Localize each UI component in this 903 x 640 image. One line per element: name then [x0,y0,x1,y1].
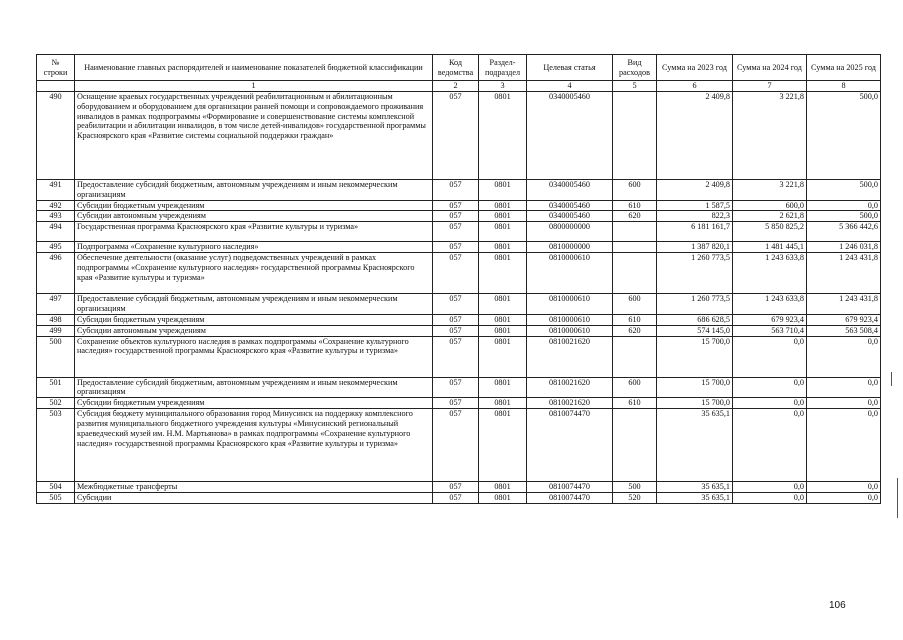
header-sum-2024: Сумма на 2024 год [733,55,807,81]
expense-type [613,253,657,294]
department-code: 057 [433,211,479,222]
section-code: 0801 [479,179,527,200]
target-article: 0810074470 [527,409,613,482]
row-number: 495 [37,242,75,253]
sum-2025: 500,0 [807,211,881,222]
row-name: Предоставление субсидий бюджетным, автономным учреждениям и иным некоммерческим организациям [75,377,433,398]
sum-2025: 0,0 [807,492,881,503]
column-index: 5 [613,81,657,92]
table-row [37,294,881,315]
target-article: 0810021620 [527,377,613,398]
row-name: Субсидии [75,492,433,503]
table-row [37,314,881,325]
header-row-number: № строки [37,55,75,81]
scan-artifact [891,372,892,386]
table-row [37,482,881,493]
row-name: Субсидии автономным учреждениям [75,211,433,222]
expense-type: 600 [613,179,657,200]
column-index: 4 [527,81,613,92]
target-article: 0810000610 [527,253,613,294]
section-code: 0801 [479,377,527,398]
sum-2023: 1 387 820,1 [657,242,733,253]
target-article: 0810021620 [527,336,613,377]
section-code: 0801 [479,398,527,409]
header-section: Раздел-подраздел [479,55,527,81]
section-code: 0801 [479,222,527,242]
section-code: 0801 [479,492,527,503]
row-name: Предоставление субсидий бюджетным, автономным учреждениям и иным некоммерческим организациям [75,294,433,315]
row-name: Субсидии бюджетным учреждениям [75,314,433,325]
table-row [37,179,881,200]
header-target-article: Целевая статья [527,55,613,81]
table-row [37,409,881,482]
row-number: 491 [37,179,75,200]
column-index: 1 [75,81,433,92]
sum-2025: 1 246 031,8 [807,242,881,253]
target-article: 0810000610 [527,314,613,325]
target-article: 0810000000 [527,242,613,253]
expense-type [613,242,657,253]
header-name: Наименование главных распорядителей и наименование показателей бюджетной классификации [75,55,433,81]
column-index [37,81,75,92]
section-code: 0801 [479,253,527,294]
row-number: 501 [37,377,75,398]
department-code: 057 [433,314,479,325]
target-article: 0810074470 [527,482,613,493]
sum-2024: 2 621,8 [733,211,807,222]
section-code: 0801 [479,314,527,325]
sum-2025: 0,0 [807,398,881,409]
table-header [37,55,881,92]
expense-type: 620 [613,325,657,336]
section-code: 0801 [479,91,527,179]
sum-2024: 3 221,8 [733,91,807,179]
row-number: 496 [37,253,75,294]
expense-type: 600 [613,377,657,398]
column-index: 3 [479,81,527,92]
row-number: 494 [37,222,75,242]
target-article: 0340005460 [527,179,613,200]
sum-2023: 2 409,8 [657,91,733,179]
row-number: 504 [37,482,75,493]
column-index: 6 [657,81,733,92]
row-name: Субсидии бюджетным учреждениям [75,200,433,211]
sum-2023: 6 181 161,7 [657,222,733,242]
row-number: 499 [37,325,75,336]
section-code: 0801 [479,211,527,222]
row-number: 497 [37,294,75,315]
department-code: 057 [433,242,479,253]
expense-type: 610 [613,314,657,325]
department-code: 057 [433,409,479,482]
page-number: 106 [829,600,846,611]
header-department-code: Код ведомства [433,55,479,81]
target-article: 0810074470 [527,492,613,503]
expense-type [613,222,657,242]
table-body [37,91,881,503]
row-number: 498 [37,314,75,325]
sum-2024: 0,0 [733,409,807,482]
sum-2023: 822,3 [657,211,733,222]
target-article: 0340005460 [527,91,613,179]
target-article: 0810021620 [527,398,613,409]
target-article: 0340005460 [527,211,613,222]
sum-2024: 0,0 [733,377,807,398]
column-index: 7 [733,81,807,92]
sum-2023: 35 635,1 [657,492,733,503]
sum-2023: 2 409,8 [657,179,733,200]
sum-2024: 1 243 633,8 [733,294,807,315]
sum-2025: 0,0 [807,377,881,398]
sum-2024: 0,0 [733,336,807,377]
table-row [37,211,881,222]
sum-2025: 563 508,4 [807,325,881,336]
header-sum-2023: Сумма на 2023 год [657,55,733,81]
table-row [37,242,881,253]
column-index-row [37,81,881,92]
row-number: 492 [37,200,75,211]
table-row [37,222,881,242]
row-number: 490 [37,91,75,179]
section-code: 0801 [479,200,527,211]
department-code: 057 [433,482,479,493]
section-code: 0801 [479,336,527,377]
sum-2024: 1 243 633,8 [733,253,807,294]
target-article: 0810000610 [527,294,613,315]
row-number: 502 [37,398,75,409]
row-name: Межбюджетные трансферты [75,482,433,493]
column-index: 2 [433,81,479,92]
budget-table [36,54,881,504]
target-article: 0810000610 [527,325,613,336]
row-name: Предоставление субсидий бюджетным, автономным учреждениям и иным некоммерческим организациям [75,179,433,200]
row-number: 500 [37,336,75,377]
section-code: 0801 [479,325,527,336]
scan-artifact [897,478,898,518]
table-row [37,253,881,294]
expense-type: 620 [613,211,657,222]
sum-2023: 574 145,0 [657,325,733,336]
sum-2023: 686 628,5 [657,314,733,325]
sum-2024: 0,0 [733,492,807,503]
section-code: 0801 [479,409,527,482]
target-article: 0800000000 [527,222,613,242]
department-code: 057 [433,200,479,211]
column-index: 8 [807,81,881,92]
department-code: 057 [433,222,479,242]
department-code: 057 [433,179,479,200]
department-code: 057 [433,492,479,503]
section-code: 0801 [479,482,527,493]
department-code: 057 [433,398,479,409]
sum-2023: 15 700,0 [657,377,733,398]
sum-2023: 1 260 773,5 [657,253,733,294]
sum-2023: 15 700,0 [657,398,733,409]
row-name: Подпрограмма «Сохранение культурного наследия» [75,242,433,253]
sum-2025: 5 366 442,6 [807,222,881,242]
header-expense-type: Вид расходов [613,55,657,81]
sum-2025: 0,0 [807,336,881,377]
sum-2024: 5 850 825,2 [733,222,807,242]
expense-type: 500 [613,482,657,493]
table-row [37,377,881,398]
table-row [37,91,881,179]
sum-2024: 600,0 [733,200,807,211]
sum-2025: 0,0 [807,409,881,482]
row-number: 505 [37,492,75,503]
row-name: Сохранение объектов культурного наследия в рамках подпрограммы «Сохранение культурного наследия» государственной программы Красноярского края «Развитие культуры и туризма» [75,336,433,377]
section-code: 0801 [479,294,527,315]
department-code: 057 [433,325,479,336]
table-row [37,492,881,503]
header-sum-2025: Сумма на 2025 год [807,55,881,81]
table-row [37,200,881,211]
department-code: 057 [433,294,479,315]
sum-2025: 1 243 431,8 [807,253,881,294]
sum-2023: 35 635,1 [657,482,733,493]
row-name: Субсидии автономным учреждениям [75,325,433,336]
row-name: Оснащение краевых государственных учреждений реабилитационным и абилитационным оборудованием и оборудованием для организации ранней помощи и сопровождаемого проживания инвалидов в рамках подпрограммы «Формирование и совершенствование системы комплексной реабилитации и абилитации инвалидов, в том числе детей-инвалидов» государственной программы Красноярского края «Развитие системы социальной поддержки граждан» [75,91,433,179]
row-name: Субсидии бюджетным учреждениям [75,398,433,409]
sum-2024: 1 481 445,1 [733,242,807,253]
expense-type: 610 [613,200,657,211]
department-code: 057 [433,91,479,179]
sum-2025: 1 243 431,8 [807,294,881,315]
row-name: Обеспечение деятельности (оказание услуг) подведомственных учреждений в рамках подпрограммы «Сохранение культурного наследия» государственной программы Красноярского края «Развитие культуры и туризма» [75,253,433,294]
section-code: 0801 [479,242,527,253]
sum-2023: 1 260 773,5 [657,294,733,315]
sum-2025: 500,0 [807,91,881,179]
department-code: 057 [433,336,479,377]
table-row [37,336,881,377]
sum-2024: 3 221,8 [733,179,807,200]
expense-type [613,409,657,482]
table-row [37,398,881,409]
sum-2025: 0,0 [807,200,881,211]
row-number: 493 [37,211,75,222]
sum-2024: 0,0 [733,482,807,493]
expense-type: 600 [613,294,657,315]
target-article: 0340005460 [527,200,613,211]
row-name: Субсидия бюджету муниципального образования город Минусинск на поддержку комплексного развития муниципального бюджетного учреждения культуры «Минусинский региональный краеведческий музей им. Н.М. Мартьянова» в рамках подпрограммы «Сохранение культурного наследия» государственной программы Красноярского края «Развитие культуры и туризма» [75,409,433,482]
table-row [37,325,881,336]
expense-type: 610 [613,398,657,409]
row-name: Государственная программа Красноярского края «Развитие культуры и туризма» [75,222,433,242]
row-number: 503 [37,409,75,482]
sum-2024: 679 923,4 [733,314,807,325]
department-code: 057 [433,377,479,398]
expense-type: 520 [613,492,657,503]
sum-2025: 500,0 [807,179,881,200]
sum-2023: 35 635,1 [657,409,733,482]
sum-2023: 1 587,5 [657,200,733,211]
sum-2025: 0,0 [807,482,881,493]
sum-2024: 563 710,4 [733,325,807,336]
sum-2024: 0,0 [733,398,807,409]
sum-2023: 15 700,0 [657,336,733,377]
department-code: 057 [433,253,479,294]
expense-type [613,336,657,377]
expense-type [613,91,657,179]
sum-2025: 679 923,4 [807,314,881,325]
